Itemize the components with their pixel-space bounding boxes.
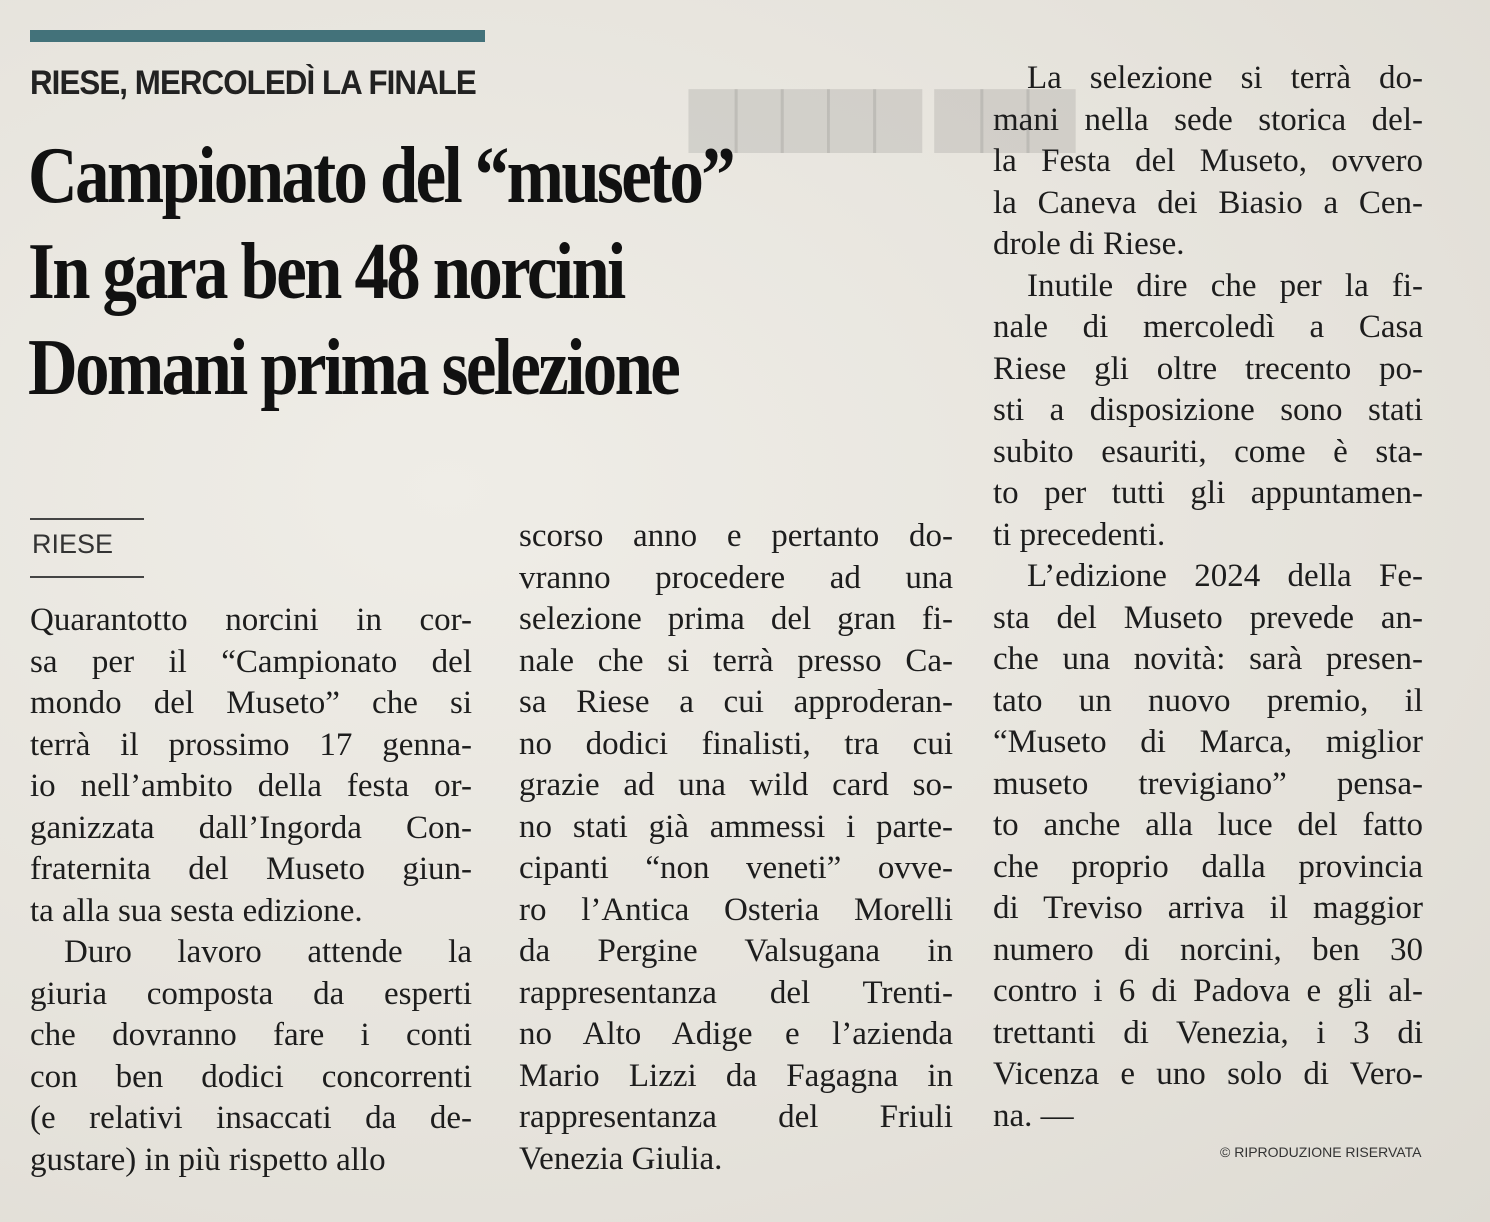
byline-rule-top bbox=[30, 518, 144, 520]
article-line: Vicenza e uno solo di Vero- bbox=[993, 1056, 1423, 1092]
article-line: no stati già ammessi i parte- bbox=[519, 808, 953, 845]
article-line: na. — bbox=[993, 1097, 1074, 1134]
article-line: con ben dodici concorrenti bbox=[30, 1058, 472, 1095]
article-line: selezione prima del gran fi- bbox=[519, 601, 953, 637]
article-line: to per tutti gli appuntamen- bbox=[993, 475, 1423, 511]
article-paragraph bbox=[519, 516, 953, 1180]
article-line: sta del Museto prevede an- bbox=[993, 599, 1423, 636]
article-paragraph bbox=[30, 600, 472, 932]
article-column-3 bbox=[993, 58, 1423, 1137]
article-line: drole di Riese. bbox=[993, 226, 1185, 262]
article-line: mondo del Museto” che si bbox=[30, 685, 472, 721]
article-paragraph bbox=[30, 932, 472, 1181]
article-line: no dodici finalisti, tra cui bbox=[519, 725, 953, 762]
article-line: sti a disposizione sono stati bbox=[993, 392, 1423, 428]
article-line: (e relativi insaccati da de- bbox=[30, 1100, 472, 1136]
headline-line: In gara ben 48 norcini bbox=[28, 228, 624, 316]
article-line: fraternita del Museto giun- bbox=[30, 851, 472, 887]
article-line: terrà il prossimo 17 genna- bbox=[30, 726, 472, 763]
article-paragraph bbox=[993, 58, 1423, 266]
article-line: mani nella sede storica del- bbox=[993, 101, 1423, 138]
article-line: Quarantotto norcini in cor- bbox=[30, 602, 472, 638]
article-line: ro l’Antica Osteria Morelli bbox=[519, 891, 953, 928]
article-line: sa per il “Campionato del bbox=[30, 643, 472, 680]
article-line: ganizzata dall’Ingorda Con- bbox=[30, 809, 472, 846]
article-line: nale di mercoledì a Casa bbox=[993, 309, 1423, 345]
article-line: Duro lavoro attende la bbox=[64, 934, 472, 970]
bleed-through-shadow: ▇▇▇ ▇▇▇▇▇ bbox=[690, 84, 1075, 150]
article-line: che proprio dalla provincia bbox=[993, 848, 1423, 885]
article-paragraph bbox=[993, 556, 1423, 1137]
article-line: tato un nuovo premio, il bbox=[993, 682, 1423, 719]
article-line: “Museto di Marca, miglior bbox=[993, 724, 1423, 760]
article-line: Venezia Giulia. bbox=[519, 1140, 723, 1177]
article-line: L’edizione 2024 della Fe- bbox=[1027, 558, 1423, 594]
section-accent-bar bbox=[30, 30, 485, 42]
article-line: to anche alla luce del fatto bbox=[993, 807, 1423, 843]
article-line: da Pergine Valsugana in bbox=[519, 933, 953, 969]
article-line: ti precedenti. bbox=[993, 516, 1166, 553]
article-line: ta alla sua sesta edizione. bbox=[30, 892, 363, 929]
article-line: subito esauriti, come è sta- bbox=[993, 433, 1423, 470]
article-line: Inutile dire che per la fi- bbox=[1027, 267, 1423, 304]
article-line: Mario Lizzi da Fagagna in bbox=[519, 1057, 953, 1094]
article-line: nale che si terrà presso Ca- bbox=[519, 642, 953, 679]
article-line: La selezione si terrà do- bbox=[1027, 60, 1423, 96]
byline: RIESE bbox=[32, 529, 114, 559]
article-line: che una novità: sarà presen- bbox=[993, 641, 1423, 677]
article-line: museto trevigiano” pensa- bbox=[993, 765, 1423, 802]
article-line: la Festa del Museto, ovvero bbox=[993, 143, 1423, 179]
headline-line: Campionato del “museto” bbox=[28, 132, 734, 220]
article-line: la Caneva dei Biasio a Cen- bbox=[993, 184, 1423, 221]
article-line: sa Riese a cui approderan- bbox=[519, 684, 953, 720]
article-line: vranno procedere ad una bbox=[519, 559, 953, 596]
article-paragraph bbox=[993, 266, 1423, 557]
article-line: grazie ad una wild card so- bbox=[519, 767, 953, 803]
article-line: cipanti “non veneti” ovve- bbox=[519, 850, 953, 886]
kicker: RIESE, MERCOLEDÌ LA FINALE bbox=[30, 64, 476, 102]
article-line: giuria composta da esperti bbox=[30, 975, 472, 1012]
article-column-1 bbox=[30, 600, 472, 1181]
headline-line: Domani prima selezione bbox=[28, 324, 679, 412]
article-line: contro i 6 di Padova e gli al- bbox=[993, 973, 1423, 1009]
article-column-2 bbox=[519, 516, 953, 1180]
article-line: di Treviso arriva il maggior bbox=[993, 890, 1423, 926]
article-line: io nell’ambito della festa or- bbox=[30, 768, 472, 804]
article-line: rappresentanza del Trenti- bbox=[519, 974, 953, 1011]
byline-rule-bottom bbox=[30, 576, 144, 578]
article-line: trettanti di Venezia, i 3 di bbox=[993, 1014, 1423, 1051]
article-line: gustare) in più rispetto allo bbox=[30, 1141, 386, 1178]
article-line: scorso anno e pertanto do- bbox=[519, 518, 953, 554]
article-line: Riese gli oltre trecento po- bbox=[993, 350, 1423, 387]
copyright-notice: © RIPRODUZIONE RISERVATA bbox=[1220, 1144, 1422, 1160]
article-line: no Alto Adige e l’azienda bbox=[519, 1016, 953, 1052]
article-line: rappresentanza del Friuli bbox=[519, 1099, 953, 1135]
headline bbox=[28, 128, 836, 416]
article-line: numero di norcini, ben 30 bbox=[993, 931, 1423, 968]
article-line: che dovranno fare i conti bbox=[30, 1017, 472, 1053]
